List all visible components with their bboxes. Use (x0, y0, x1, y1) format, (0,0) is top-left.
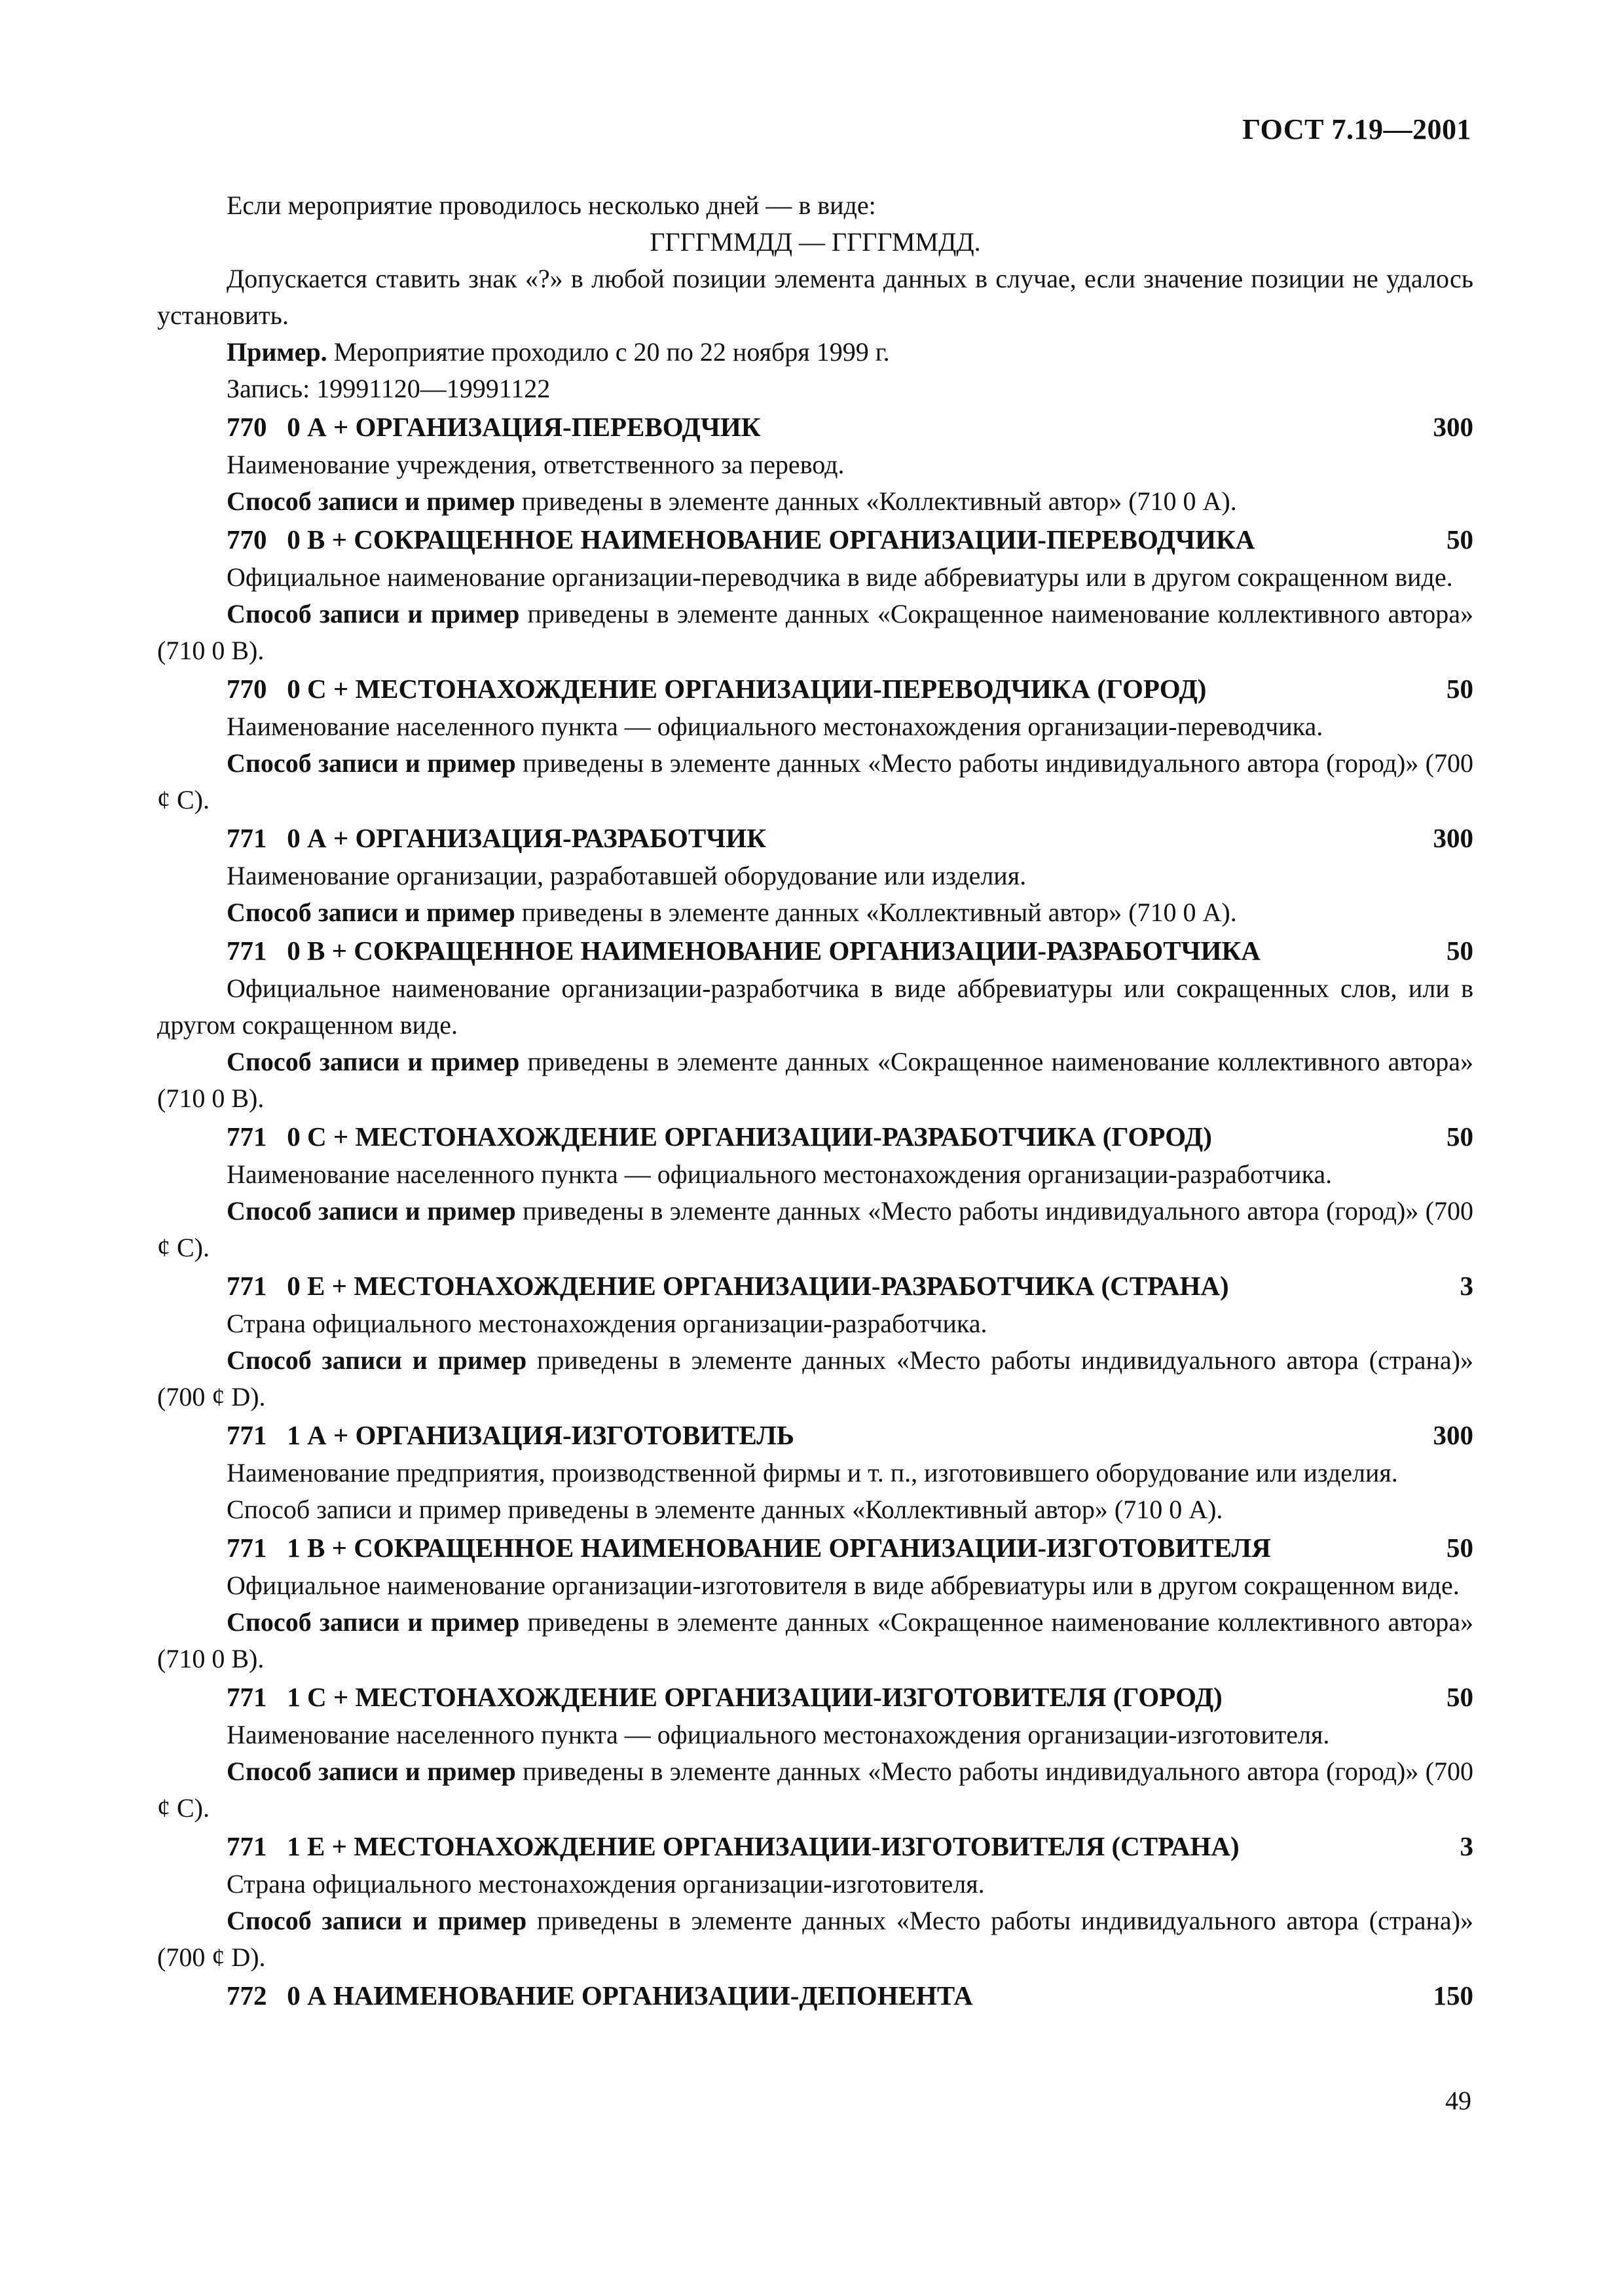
note-text: приведены в элементе данных «Место работы индивидуального автора (страна)» (700 ¢ D). (157, 1906, 1473, 1972)
note-bold-label: Способ записи и пример (227, 486, 515, 516)
note-text: приведены в элементе данных «Сокращенное наименование коллективного автора» (710 0 В). (157, 1607, 1473, 1673)
note-bold-label: Способ записи и пример (227, 1345, 527, 1375)
field-description: Страна официального местонахождения организации-разработчика. (227, 1309, 987, 1338)
note-bold-label: Способ записи и пример (227, 1047, 520, 1076)
intro-paragraph: Допускается ставить знак «?» в любой позиции элемента данных в случае, если значение позиции не удалось установить. (157, 264, 1473, 330)
note-bold-label: Способ записи и пример (227, 1196, 516, 1226)
field-heading (157, 1828, 1473, 1865)
field-description: Страна официального местонахождения организации-изготовителя. (227, 1869, 985, 1899)
field-length: 50 (1447, 1121, 1473, 1152)
field-note (157, 1044, 1473, 1117)
field-heading (157, 521, 1473, 558)
field-note (157, 894, 1473, 931)
note-text: приведены в элементе данных «Место работы индивидуального автора (город)» (700 ¢ С). (157, 1196, 1473, 1262)
note-bold-label: Способ записи и пример (227, 1757, 516, 1786)
note-text: приведены в элементе данных «Сокращенное наименование коллективного автора» (710 0 В). (157, 1047, 1473, 1113)
field-heading-text: 771 0 В + СОКРАЩЕННОЕ НАИМЕНОВАНИЕ ОРГАНИЗАЦИИ-РАЗРАБОТЧИКА (227, 936, 1261, 966)
field-length: 50 (1447, 674, 1473, 704)
field-heading (157, 1529, 1473, 1566)
field-note (157, 1753, 1473, 1827)
field-heading-text: 771 1 А + ОРГАНИЗАЦИЯ-ИЗГОТОВИТЕЛЬ (227, 1420, 794, 1450)
example-paragraph (157, 334, 1473, 371)
note-text: приведены в элементе данных «Место работы индивидуального автора (город)» (700 ¢ С). (157, 1757, 1473, 1823)
note-bold-label: Способ записи и пример (227, 898, 515, 927)
field-heading-text: 771 1 Е + МЕСТОНАХОЖДЕНИЕ ОРГАНИЗАЦИИ-ИЗГОТОВИТЕЛЯ (СТРАНА) (227, 1831, 1240, 1861)
note-text: приведены в элементе данных «Сокращенное наименование коллективного автора» (710 0 В). (157, 599, 1473, 665)
field-description: Наименование населенного пункта — официального местонахождения организации-переводчика. (227, 712, 1323, 741)
note-text: приведены в элементе данных «Место работы индивидуального автора (страна)» (700 ¢ D). (157, 1345, 1473, 1412)
field-note (157, 1342, 1473, 1415)
field-heading-text: 771 0 Е + МЕСТОНАХОЖДЕНИЕ ОРГАНИЗАЦИИ-РАЗРАБОТЧИКА (СТРАНА) (227, 1271, 1229, 1301)
field-heading-text: 772 0 А НАИМЕНОВАНИЕ ОРГАНИЗАЦИИ-ДЕПОНЕНТА (227, 1980, 973, 2011)
field-description: Наименование организации, разработавшей оборудование или изделия. (227, 861, 1027, 890)
field-description: Наименование предприятия, производственной фирмы и т. п., изготовившего оборудование или изделия. (227, 1458, 1398, 1487)
intro-paragraph: Если мероприятие проводилось несколько дней — в виде: (227, 191, 876, 220)
field-note (157, 1604, 1473, 1677)
field-note (157, 745, 1473, 818)
field-length: 3 (1460, 1271, 1473, 1301)
field-length: 300 (1433, 412, 1473, 442)
field-note (157, 596, 1473, 669)
field-heading (157, 1267, 1473, 1304)
field-length: 3 (1460, 1831, 1473, 1861)
field-heading-text: 770 0 В + СОКРАЩЕННОЕ НАИМЕНОВАНИЕ ОРГАНИЗАЦИИ-ПЕРЕВОДЧИКА (227, 524, 1255, 555)
field-heading-text: 771 0 С + МЕСТОНАХОЖДЕНИЕ ОРГАНИЗАЦИИ-РАЗРАБОТЧИКА (ГОРОД) (227, 1121, 1212, 1152)
field-heading (157, 820, 1473, 856)
field-length: 300 (1433, 823, 1473, 853)
field-description: Официальное наименование организации-переводчика в виде аббревиатуры или в другом сокращенном виде. (227, 562, 1453, 592)
field-note (157, 483, 1473, 520)
field-length: 50 (1447, 936, 1473, 966)
field-note (157, 1903, 1473, 1976)
field-length: 50 (1447, 524, 1473, 555)
field-length: 150 (1433, 1980, 1473, 2011)
document-body (157, 187, 1473, 2015)
note-text: приведены в элементе данных «Коллективный автор» (710 0 А). (515, 486, 1237, 516)
note-bold-label: Способ записи и пример (227, 748, 516, 778)
example-label: Пример. (227, 337, 327, 367)
example-text: Мероприятие проходило с 20 по 22 ноября 1999 г. (327, 337, 890, 367)
field-heading (157, 409, 1473, 445)
field-heading-text: 770 0 С + МЕСТОНАХОЖДЕНИЕ ОРГАНИЗАЦИИ-ПЕРЕВОДЧИКА (ГОРОД) (227, 674, 1207, 704)
field-length: 50 (1447, 1533, 1473, 1563)
field-heading (157, 670, 1473, 707)
field-heading-text: 771 1 В + СОКРАЩЕННОЕ НАИМЕНОВАНИЕ ОРГАНИЗАЦИИ-ИЗГОТОВИТЕЛЯ (227, 1533, 1271, 1563)
field-description: Наименование населенного пункта — официального местонахождения организации-разработчика. (227, 1159, 1333, 1189)
note-bold-label: Способ записи и пример (227, 599, 520, 629)
final-field-heading (157, 1977, 1473, 2014)
note-text: приведены в элементе данных «Место работы индивидуального автора (город)» (700 ¢ С). (157, 748, 1473, 814)
date-format-line: ГГГГММДД — ГГГГММДД. (650, 227, 981, 257)
record-line: Запись: 19991120—19991122 (227, 374, 551, 403)
note-bold-label: Способ записи и пример (227, 1906, 527, 1935)
field-description: Наименование населенного пункта — официального местонахождения организации-изготовителя. (227, 1720, 1330, 1749)
field-heading (157, 932, 1473, 969)
field-description: Официальное наименование организации-разработчика в виде аббревиатуры или сокращенных слов, или в другом сокращенном виде. (157, 974, 1473, 1040)
field-length: 300 (1433, 1420, 1473, 1450)
field-note (157, 1193, 1473, 1266)
page-number: 49 (1445, 2086, 1471, 2115)
field-heading-text: 771 1 С + МЕСТОНАХОЖДЕНИЕ ОРГАНИЗАЦИИ-ИЗГОТОВИТЕЛЯ (ГОРОД) (227, 1682, 1223, 1712)
section-list (157, 409, 1473, 1976)
field-length: 50 (1447, 1682, 1473, 1712)
field-description: Наименование учреждения, ответственного за перевод. (227, 450, 845, 479)
field-heading-text: 771 0 А + ОРГАНИЗАЦИЯ-РАЗРАБОТЧИК (227, 823, 766, 853)
field-heading-text: 770 0 А + ОРГАНИЗАЦИЯ-ПЕРЕВОДЧИК (227, 412, 761, 442)
field-heading (157, 1679, 1473, 1715)
note-bold-label: Способ записи и пример (227, 1607, 520, 1637)
note-text: приведены в элементе данных «Коллективный автор» (710 0 А). (515, 898, 1237, 927)
note-text: Способ записи и пример приведены в элементе данных «Коллективный автор» (710 0 А). (227, 1495, 1223, 1524)
field-heading (157, 1417, 1473, 1453)
field-note (157, 1491, 1473, 1528)
field-heading (157, 1118, 1473, 1155)
document-header: ГОСТ 7.19—2001 (1242, 113, 1471, 145)
field-description: Официальное наименование организации-изготовителя в виде аббревиатуры или в другом сокращенном виде. (227, 1571, 1460, 1600)
